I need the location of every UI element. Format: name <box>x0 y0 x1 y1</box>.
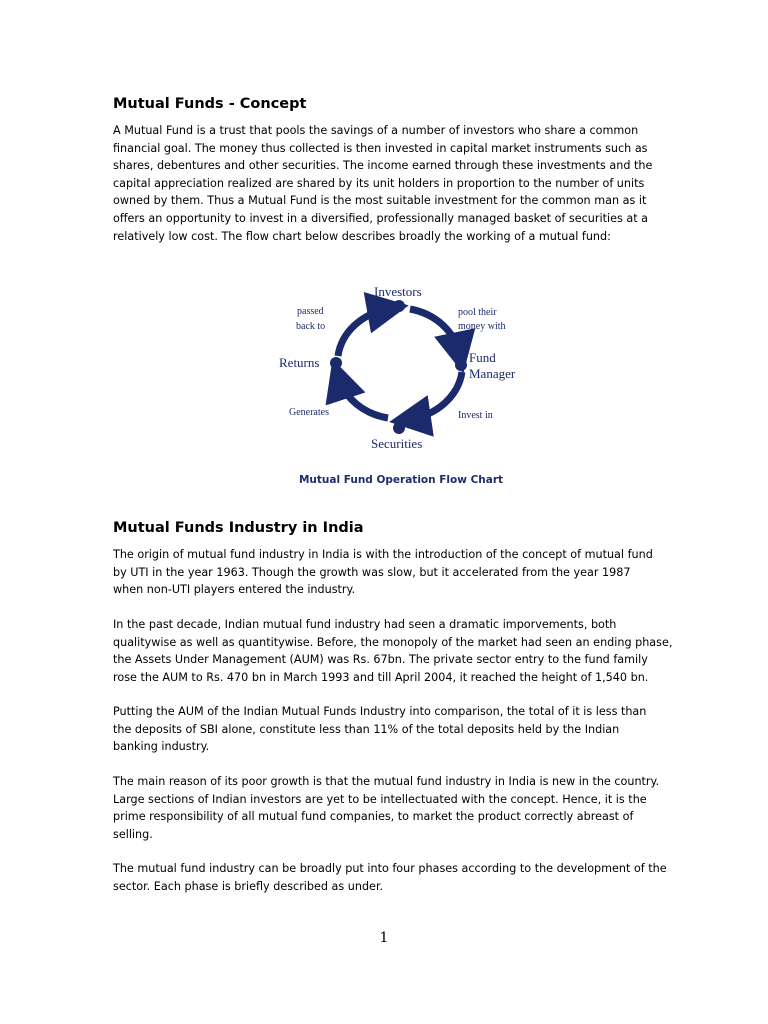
section-title-concept: Mutual Funds - Concept <box>113 96 307 112</box>
section-title-industry-india: Mutual Funds Industry in India <box>113 520 364 536</box>
node-label-securities: Securities <box>371 436 423 451</box>
text-line: offers an opportunity to invest in a diversified, professionally managed basket of securities at a <box>113 211 648 225</box>
text-line: by UTI in the year 1963. Though the growth was slow, but it accelerated from the year 1987 <box>113 565 631 579</box>
text-line: The main reason of its poor growth is that the mutual fund industry in India is new in the country. <box>113 775 660 788</box>
arrow-returns-to-investors <box>338 309 388 356</box>
mutual-fund-flow-chart <box>270 278 540 458</box>
node-label-manager: Manager <box>469 366 516 381</box>
text-line: The origin of mutual fund industry in India is with the introduction of the concept of mutual fund <box>113 548 653 561</box>
industry-paragraph-2 <box>113 616 693 686</box>
text-line: capital appreciation realized are shared by its unit holders in proportion to the number of units <box>113 176 645 190</box>
edge-label-pool-their: pool their <box>458 307 497 318</box>
arrow-securities-to-returns <box>339 379 388 418</box>
investors-node-dot <box>393 300 405 312</box>
industry-paragraph-3 <box>113 703 693 756</box>
text-line: rose the AUM to Rs. 470 bn in March 1993 and till April 2004, it reached the height of 1,540 bn. <box>113 670 649 684</box>
industry-paragraph-1 <box>113 546 693 599</box>
text-line: shares, debentures and other securities. The income earned through these investments and the <box>113 159 653 173</box>
text-line: the Assets Under Management (AUM) was Rs. 67bn. The private sector entry to the fund family <box>113 653 648 667</box>
node-label-returns: Returns <box>279 355 320 370</box>
returns-node-dot <box>330 357 342 369</box>
text-line: selling. <box>113 827 153 841</box>
edge-label-money-with: money with <box>458 321 506 332</box>
text-line: the deposits of SBI alone, constitute less than 11% of the total deposits held by the Indian <box>113 722 620 736</box>
text-line: prime responsibility of all mutual fund companies, to market the product correctly abreast of <box>113 810 634 824</box>
node-label-fund: Fund <box>469 350 496 365</box>
arrow-fund-manager-to-securities <box>410 372 462 419</box>
text-line: The mutual fund industry can be broadly put into four phases according to the development of the <box>113 862 667 875</box>
text-line: financial goal. The money thus collected is then invested in capital market instruments such as <box>113 141 648 155</box>
concept-paragraph <box>113 122 693 245</box>
text-line: Putting the AUM of the Indian Mutual Funds Industry into comparison, the total of it is less than <box>113 705 647 718</box>
text-line: sector. Each phase is briefly described as under. <box>113 879 384 893</box>
text-line: relatively low cost. The flow chart below describes broadly the working of a mutual fund: <box>113 229 611 243</box>
edge-label-back-to: back to <box>296 321 326 332</box>
text-line: Large sections of Indian investors are yet to be intellectuated with the concept. Hence, it is the <box>113 792 647 806</box>
text-line: when non-UTI players entered the industry. <box>113 583 356 597</box>
industry-paragraph-4 <box>113 773 693 843</box>
page-number: 1 <box>379 930 389 946</box>
flow-chart-caption: Mutual Fund Operation Flow Chart <box>298 474 504 486</box>
edge-label-invest-in: Invest in <box>458 410 493 421</box>
fund-manager-node-dot <box>455 359 467 371</box>
node-label-investors: Investors <box>374 284 422 299</box>
arrow-investors-to-fund-manager <box>410 309 459 353</box>
industry-paragraph-5 <box>113 860 693 895</box>
text-line: banking industry. <box>113 740 210 754</box>
edge-label-generates: Generates <box>289 407 329 418</box>
text-line: owned by them. Thus a Mutual Fund is the most suitable investment for the common man as it <box>113 194 647 208</box>
text-line: qualitywise as well as quantitywise. Before, the monopoly of the market had seen an ending phase, <box>113 635 673 649</box>
text-line: In the past decade, Indian mutual fund industry had seen a dramatic imporvements, both <box>113 618 617 631</box>
securities-node-dot <box>393 422 405 434</box>
edge-label-passed: passed <box>297 306 324 317</box>
text-line: A Mutual Fund is a trust that pools the savings of a number of investors who share a common <box>113 124 639 137</box>
